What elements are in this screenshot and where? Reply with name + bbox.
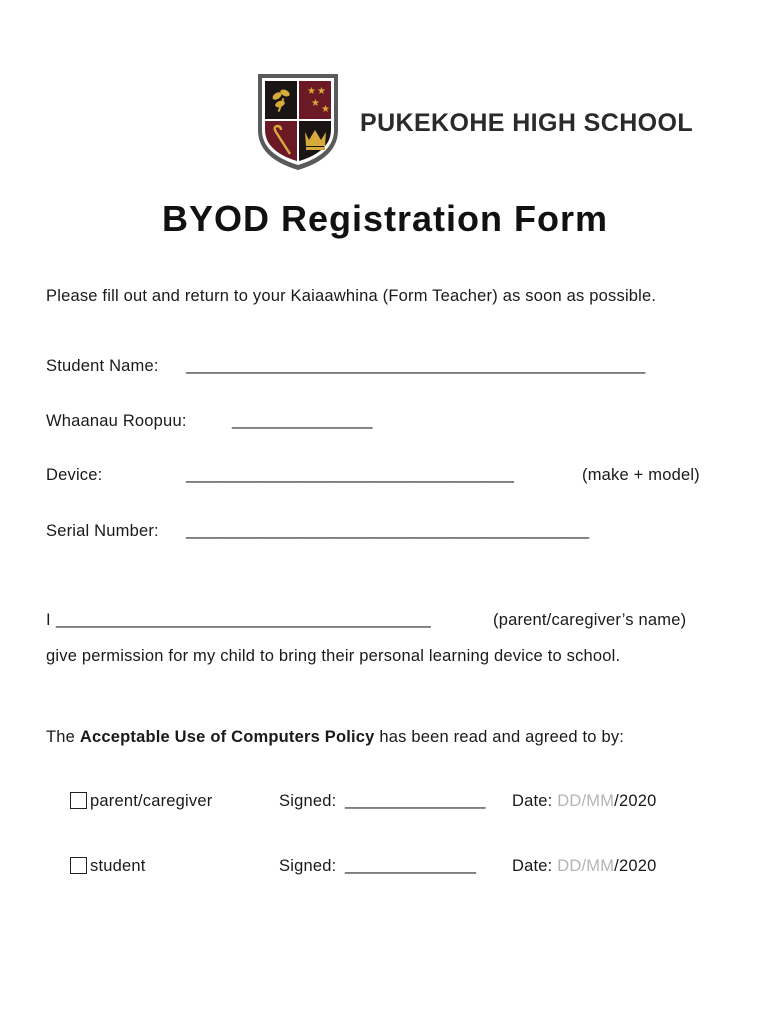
parent-signed-label: Signed: xyxy=(279,792,337,810)
school-name: PUKEKOHE HIGH SCHOOL xyxy=(360,109,694,137)
policy-name: Acceptable Use of Computers Policy xyxy=(79,728,375,746)
svg-text:★: ★ xyxy=(321,104,330,115)
policy-statement: The Acceptable Use of Computers Policy has been read and agreed to by: xyxy=(46,728,625,746)
parent-signature-field[interactable]: _______________ xyxy=(345,791,486,809)
device-field[interactable]: ___________________________________ xyxy=(186,465,515,483)
school-crest-logo xyxy=(256,72,340,172)
whaanau-roopuu-label: Whaanau Roopuu: xyxy=(46,412,187,430)
student-label: student xyxy=(90,857,146,875)
serial-number-label: Serial Number: xyxy=(46,522,159,540)
student-name-field[interactable]: _________________________________________________ xyxy=(186,356,646,374)
parent-name-field[interactable]: ________________________________________ xyxy=(56,610,432,628)
permission-sentence: give permission for my child to bring their personal learning device to school. xyxy=(46,647,621,665)
whaanau-roopuu-field[interactable]: _______________ xyxy=(232,411,373,429)
signoff-row-student xyxy=(70,857,146,876)
svg-text:★: ★ xyxy=(317,86,326,97)
intro-text: Please fill out and return to your Kaiaawhina (Form Teacher) as soon as possible. xyxy=(46,287,657,305)
parent-caregiver-checkbox[interactable] xyxy=(70,792,87,809)
form-title: BYOD Registration Form xyxy=(161,198,609,239)
svg-text:★: ★ xyxy=(311,98,320,109)
parent-name-hint: (parent/caregiver’s name) xyxy=(493,611,687,629)
parent-date[interactable]: Date: DD/MM/2020 xyxy=(512,792,657,810)
student-name-label: Student Name: xyxy=(46,357,159,375)
student-date[interactable]: Date: DD/MM/2020 xyxy=(512,857,657,875)
permission-prefix: I xyxy=(46,611,51,629)
signoff-row-parent xyxy=(70,792,212,811)
parent-caregiver-label: parent/caregiver xyxy=(90,792,213,810)
svg-text:★: ★ xyxy=(307,86,316,97)
device-label: Device: xyxy=(46,466,103,484)
serial-number-field[interactable]: ___________________________________________ xyxy=(186,521,590,539)
student-signature-field[interactable]: ______________ xyxy=(345,856,477,874)
student-checkbox[interactable] xyxy=(70,857,87,874)
device-hint: (make + model) xyxy=(582,466,700,484)
student-signed-label: Signed: xyxy=(279,857,337,875)
